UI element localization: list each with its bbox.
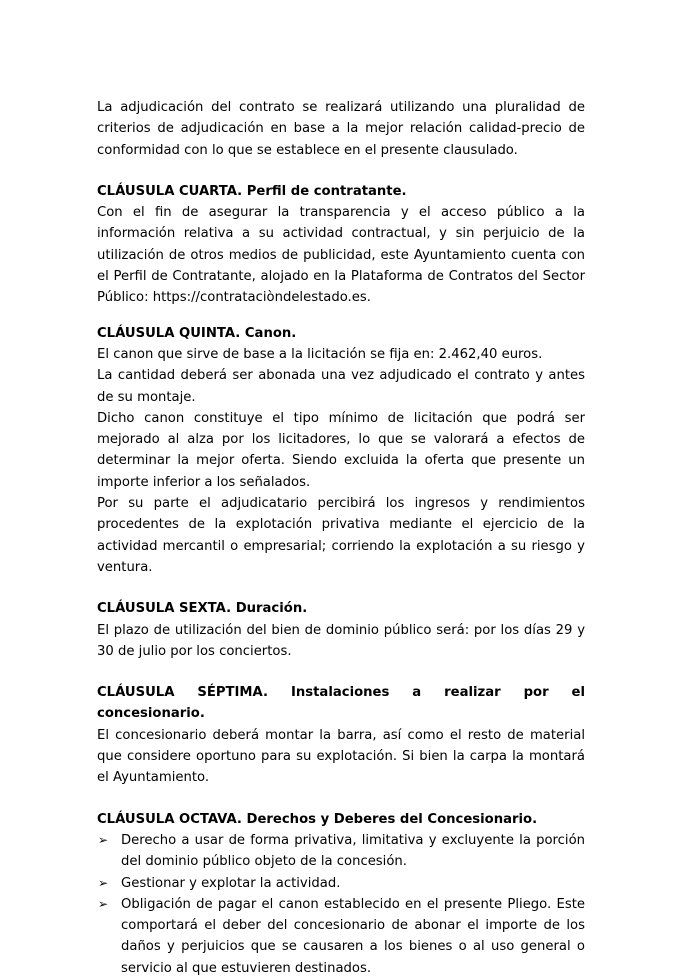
- arrow-bullet-icon: ➢: [98, 896, 109, 911]
- arrow-bullet-icon: ➢: [98, 832, 109, 847]
- list-item-text: Derecho a usar de forma privativa, limitativa y excluyente la porción del dominio público objeto de la concesión.: [121, 832, 585, 870]
- section-clausula-sexta: [97, 598, 585, 662]
- list-item-text: Obligación de pagar el canon establecido en el presente Pliego. Este comportará el deber del concesionario de abonar el importe de los daños y perjuicios que se causaren a los bienes o al uso general o servicio al que estuvieren destinados.: [121, 896, 585, 976]
- paragraph-quinta-4: Por su parte el adjudicatario percibirá los ingresos y rendimientos procedentes de la explotación privativa mediante el ejercicio de la actividad mercantil o empresarial; corriendo la explotación a su riesgo y ventura.: [97, 496, 585, 575]
- section-title-octava: CLÁUSULA OCTAVA. Derechos y Deberes del Concesionario.: [97, 811, 538, 827]
- paragraph-quinta-3: Dicho canon constituye el tipo mínimo de licitación que podrá ser mejorado al alza por los licitadores, lo que se valorará a efectos de determinar la mejor oferta. Siendo excluida la oferta que presente un importe inferior a los señalados.: [97, 410, 585, 490]
- section-clausula-cuarta: [97, 181, 585, 309]
- paragraph-quinta-2: La cantidad deberá ser abonada una vez adjudicado el contrato y antes de su montaje.: [97, 368, 585, 405]
- section-title-sexta: CLÁUSULA SEXTA. Duración.: [97, 601, 308, 617]
- list-item: [97, 873, 585, 894]
- arrow-bullet-icon: ➢: [98, 875, 109, 890]
- list-item: [97, 830, 585, 873]
- intro-paragraph: La adjudicación del contrato se realizará utilizando una pluralidad de criterios de adjudicación en base a la mejor relación calidad-precio de conformidad con lo que se establece en el presente clausulado.: [97, 100, 585, 158]
- bullet-list-octava: [97, 830, 585, 979]
- section-clausula-septima: [97, 682, 585, 788]
- paragraph-sexta: El plazo de utilización del bien de dominio público será: por los días 29 y 30 de julio por los conciertos.: [97, 622, 585, 659]
- section-clausula-quinta: [97, 323, 585, 579]
- list-item-text: Gestionar y explotar la actividad.: [121, 875, 341, 891]
- paragraph-septima: El concesionario deberá montar la barra, así como el resto de material que considere oportuno para su explotación. Si bien la carpa la montará el Ayuntamiento.: [97, 727, 585, 786]
- list-item: [97, 894, 585, 979]
- paragraph-cuarta: Con el fin de asegurar la transparencia y el acceso público a la información relativa a su actividad contractual, y sin perjuicio de la utilización de otros medios de publicidad, este Ayuntamiento cuenta con el Perfil de Contratante, alojado en la Plataforma de Contratos del Sector Público: https://contrataciòndelestado.es.: [97, 205, 585, 306]
- section-clausula-octava: [97, 809, 585, 979]
- document-body: [97, 97, 585, 979]
- section-title-cuarta: CLÁUSULA CUARTA. Perfil de contratante.: [97, 183, 407, 199]
- paragraph-quinta-1: El canon que sirve de base a la licitación se fija en: 2.462,40 euros.: [97, 346, 543, 362]
- section-title-quinta: CLÁUSULA QUINTA. Canon.: [97, 325, 297, 341]
- section-title-septima: CLÁUSULA SÉPTIMA. Instalaciones a realizar por el concesionario.: [97, 685, 585, 722]
